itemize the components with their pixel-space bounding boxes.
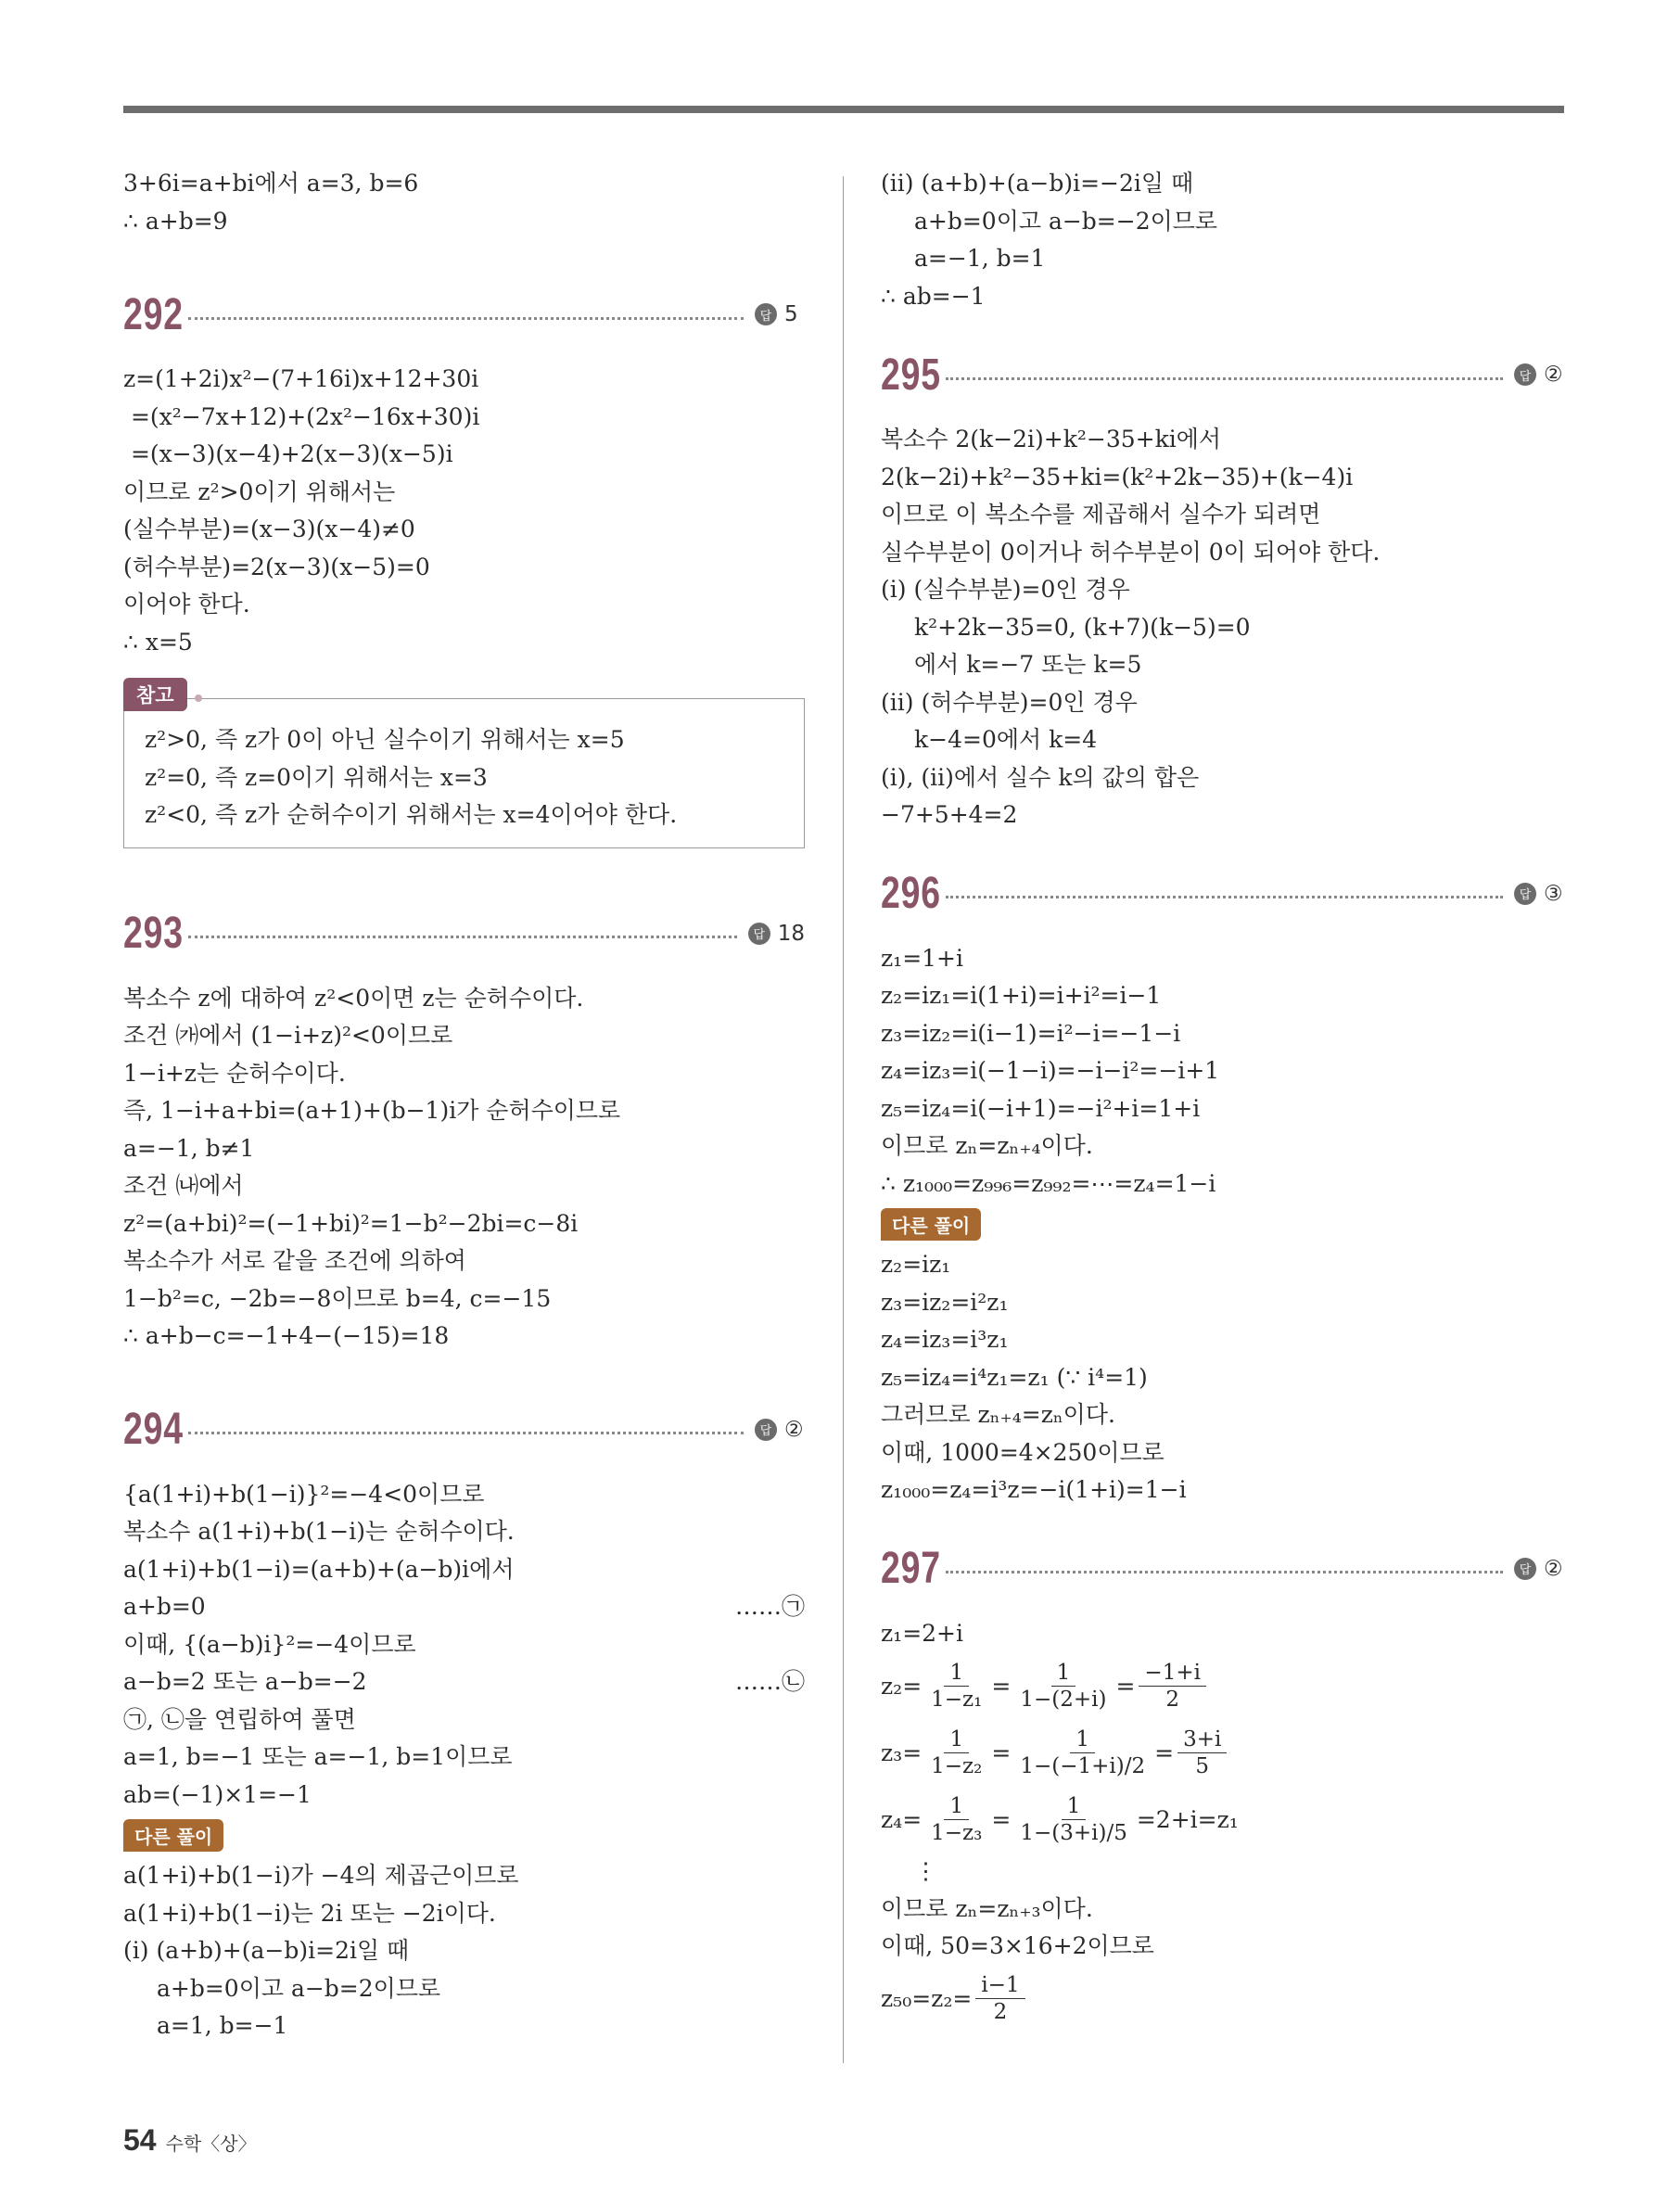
text-line: (허수부분)=2(x−3)(x−5)=0 [123,553,430,580]
equation-text: a−b=2 또는 a−b=−2 [123,1668,367,1695]
fraction-equation [881,1786,1564,1853]
text-line: 이므로 이 복소수를 제곱해서 실수가 되려면 [881,501,1321,528]
dotted-leader [946,896,1503,898]
numerator: 1 [944,1793,969,1820]
equation-lhs: z₃= [881,1739,923,1766]
text-line: ∴ a+b−c=−1+4−(−15)=18 [123,1322,450,1349]
equals-sign: = [991,1739,1012,1766]
text-line: z²=(a+bi)²=(−1+bi)²=1−b²−2bi=c−8i [123,1209,579,1237]
text-line: 복소수 2(k−2i)+k²−35+ki에서 [881,426,1222,452]
problem-header-297 [881,1535,1564,1602]
text-line: 3+6i=a+bi에서 a=3, b=6 [123,170,419,197]
fraction-equation [881,1966,1564,2032]
numerator: 1 [944,1726,969,1753]
text-line: 이므로 z²>0이기 위해서는 [123,478,396,505]
answer-value: 18 [777,921,805,946]
numerator: 1 [1062,1793,1087,1820]
answer-icon: 답 [755,1419,777,1441]
numerator: 1 [1051,1660,1076,1687]
equation-lhs: z₂= [881,1672,923,1700]
text-line: 1−b²=c, −2b=−8이므로 b=4, c=−15 [123,1284,552,1312]
text-line: 이므로 zₙ=zₙ₊₄이다. [881,1132,1093,1159]
text-line: ∴ z₁₀₀₀=z₉₉₆=z₉₉₂=⋯=z₄=1−i [881,1169,1216,1197]
text-line: z₅=iz₄=i(−i+1)=−i²+i=1+i [881,1094,1201,1122]
equation-marker: ……㉠ [734,1593,805,1620]
problem-number: 293 [123,909,184,958]
denominator: 5 [1195,1753,1210,1778]
text-line: z₂=iz₁ [881,1251,951,1278]
text-line: 이때, 1000=4×250이므로 [881,1438,1165,1466]
text-line: a=−1, b=1 [914,245,1046,272]
note-label: 참고 [123,678,187,711]
problem-header-292 [123,281,805,348]
answer-icon: 답 [748,923,770,945]
text-line: 이때, {(a−b)i}²=−4이므로 [123,1630,416,1658]
dotted-leader [946,377,1503,380]
text-line: {a(1+i)+b(1−i)}²=−4<0이므로 [123,1480,485,1508]
text-line: 조건 ㈏에서 [123,1172,244,1199]
fraction [925,1726,987,1779]
equation-marker: ……㉡ [734,1668,805,1695]
problem-header-293 [123,900,805,967]
text-line: a(1+i)+b(1−i)=(a+b)+(a−b)i에서 [123,1555,515,1583]
fraction [975,1972,1025,2025]
equals-sign: = [1136,1805,1156,1833]
right-column [881,165,1564,2032]
equation-line [123,1663,805,1701]
fraction-equation [881,1652,1564,1719]
text-line: z₁=1+i [881,944,963,972]
text-line: ㉠, ㉡을 연립하여 풀면 [123,1705,356,1733]
problem-number: 294 [123,1405,184,1454]
alt-solution-label: 다른 풀이 [881,1208,981,1241]
column-divider [843,176,844,2063]
answer-value: ② [1544,363,1563,387]
fraction [1177,1726,1227,1779]
text-line: k−4=0에서 k=4 [914,726,1098,753]
problem-number: 296 [881,869,941,918]
equation-text: a+b=0 [123,1593,206,1620]
denominator: 1−z₃ [931,1820,983,1845]
text-line: a+b=0이고 a−b=−2이므로 [914,207,1218,235]
text-line: z₁=2+i [881,1619,963,1647]
problem-header-296 [881,860,1564,927]
fraction [1014,1793,1133,1846]
text-line: (i), (ii)에서 실수 k의 값의 합은 [881,763,1200,791]
problem-header-295 [881,341,1564,408]
text-line: z₃=iz₂=i²z₁ [881,1288,1009,1316]
text-line: a+b=0이고 a−b=2이므로 [157,1974,441,2002]
denominator: 1−(3+i)/5 [1020,1820,1127,1845]
top-rule [123,106,1564,113]
equals-sign: = [1115,1672,1136,1700]
text-line: (i) (a+b)+(a−b)i=2i일 때 [123,1937,410,1964]
text-line: a(1+i)+b(1−i)가 −4의 제곱근이므로 [123,1862,519,1889]
text-line: 복소수 a(1+i)+b(1−i)는 순허수이다. [123,1518,515,1545]
text-line: z₄=iz₃=i(−1−i)=−i−i²=−i+1 [881,1057,1220,1084]
text-line: 이므로 zₙ=zₙ₊₃이다. [881,1894,1093,1922]
denominator: 1−(2+i) [1020,1687,1107,1712]
note-line: z²=0, 즉 z=0이기 위해서는 x=3 [145,763,488,791]
numerator: −1+i [1139,1660,1206,1687]
note-dot-icon [195,694,202,702]
text-line: 복소수 z에 대하여 z²<0이면 z는 순허수이다. [123,984,584,1012]
answer-icon: 답 [1514,883,1536,905]
answer-icon: 답 [1514,1558,1536,1580]
text-line: −7+5+4=2 [881,801,1018,828]
text-line: a=1, b=−1 [157,2012,288,2039]
vertical-ellipsis: ⋮ [914,1857,937,1884]
answer-value: ② [1544,1556,1563,1581]
page-footer [123,2123,257,2158]
fraction [1014,1660,1112,1713]
problem-number: 292 [123,289,184,339]
problem-number: 297 [881,1544,941,1593]
fraction [1014,1726,1151,1779]
denominator: 2 [1165,1687,1180,1712]
text-line: ∴ x=5 [123,628,193,656]
text-line: ∴ a+b=9 [123,207,228,235]
text-line: (ii) (a+b)+(a−b)i=−2i일 때 [881,170,1194,197]
denominator: 1−z₂ [931,1753,983,1778]
text-line: z₁₀₀₀=z₄=i³z=−i(1+i)=1−i [881,1476,1187,1503]
left-column [123,165,805,2045]
dotted-leader [188,1432,744,1434]
equals-sign: = [1154,1739,1175,1766]
equation-tail: 2+i=z₁ [1155,1805,1239,1833]
note-line: z²>0, 즉 z가 0이 아닌 실수이기 위해서는 x=5 [145,726,625,753]
fraction [925,1793,987,1846]
text-line: z₃=iz₂=i(i−1)=i²−i=−1−i [881,1019,1181,1047]
fraction [1139,1660,1206,1713]
text-line: ab=(−1)×1=−1 [123,1780,312,1808]
text-line: (i) (실수부분)=0인 경우 [881,576,1130,603]
problem-number: 295 [881,350,941,400]
text-line: 이때, 50=3×16+2이므로 [881,1932,1154,1959]
text-line: 즉, 1−i+a+bi=(a+1)+(b−1)i가 순허수이므로 [123,1097,621,1124]
fraction-equation [881,1719,1564,1786]
answer-icon: 답 [1514,363,1536,386]
text-line: =(x−3)(x−4)+2(x−3)(x−5)i [123,440,453,467]
equation-lhs: z₄= [881,1805,923,1833]
text-line: a(1+i)+b(1−i)는 2i 또는 −2i이다. [123,1899,496,1927]
equation-line [123,1588,805,1626]
text-line: z₄=iz₃=i³z₁ [881,1326,1009,1353]
answer-value: ③ [1544,881,1563,906]
text-line: 이어야 한다. [123,591,250,618]
text-line: 1−i+z는 순허수이다. [123,1059,346,1087]
text-line: 복소수가 서로 같을 조건에 의하여 [123,1247,466,1274]
text-line: 실수부분이 0이거나 허수부분이 0이 되어야 한다. [881,538,1381,566]
note-box [123,678,805,848]
equation-lhs: z₅₀=z₂= [881,1985,973,2012]
equals-sign: = [991,1805,1012,1833]
text-line: k²+2k−35=0, (k+7)(k−5)=0 [914,613,1251,641]
text-line: 그러므로 zₙ₊₄=zₙ이다. [881,1401,1115,1428]
equals-sign: = [991,1672,1012,1700]
dotted-leader [946,1571,1503,1573]
numerator: 1 [1070,1726,1095,1753]
numerator: 1 [944,1660,969,1687]
denominator: 2 [993,2000,1008,2024]
text-line: (ii) (허수부분)=0인 경우 [881,688,1138,716]
page-number: 54 [123,2123,157,2157]
text-line: 2(k−2i)+k²−35+ki=(k²+2k−35)+(k−4)i [881,463,1354,490]
text-line: a=1, b=−1 또는 a=−1, b=1이므로 [123,1743,513,1770]
book-title: 수학〈상〉 [165,2133,257,2155]
problem-header-294 [123,1396,805,1463]
denominator: 1−z₁ [931,1687,983,1712]
text-line: z₂=iz₁=i(1+i)=i+i²=i−1 [881,982,1162,1009]
dotted-leader [188,936,737,938]
text-line: 조건 ㈎에서 (1−i+z)²<0이므로 [123,1022,453,1049]
numerator: i−1 [975,1972,1025,1999]
fraction [925,1660,987,1713]
text-line: a=−1, b≠1 [123,1134,255,1162]
text-line: 에서 k=−7 또는 k=5 [914,651,1142,678]
denominator: 1−(−1+i)/2 [1020,1753,1146,1778]
answer-value: 5 [784,302,798,326]
numerator: 3+i [1177,1726,1227,1753]
dotted-leader [188,317,744,320]
text-line: =(x²−7x+12)+(2x²−16x+30)i [123,402,480,430]
note-body [123,698,805,848]
note-line: z²<0, 즉 z가 순허수이기 위해서는 x=4이어야 한다. [145,801,678,828]
text-line: (실수부분)=(x−3)(x−4)≠0 [123,516,415,542]
text-line: ∴ ab=−1 [881,282,986,310]
answer-value: ② [784,1417,804,1442]
alt-solution-label: 다른 풀이 [123,1819,223,1852]
text-line: z₅=iz₄=i⁴z₁=z₁ (∵ i⁴=1) [881,1363,1148,1391]
text-line: z=(1+2i)x²−(7+16i)x+12+30i [123,365,479,392]
answer-icon: 답 [755,303,777,325]
